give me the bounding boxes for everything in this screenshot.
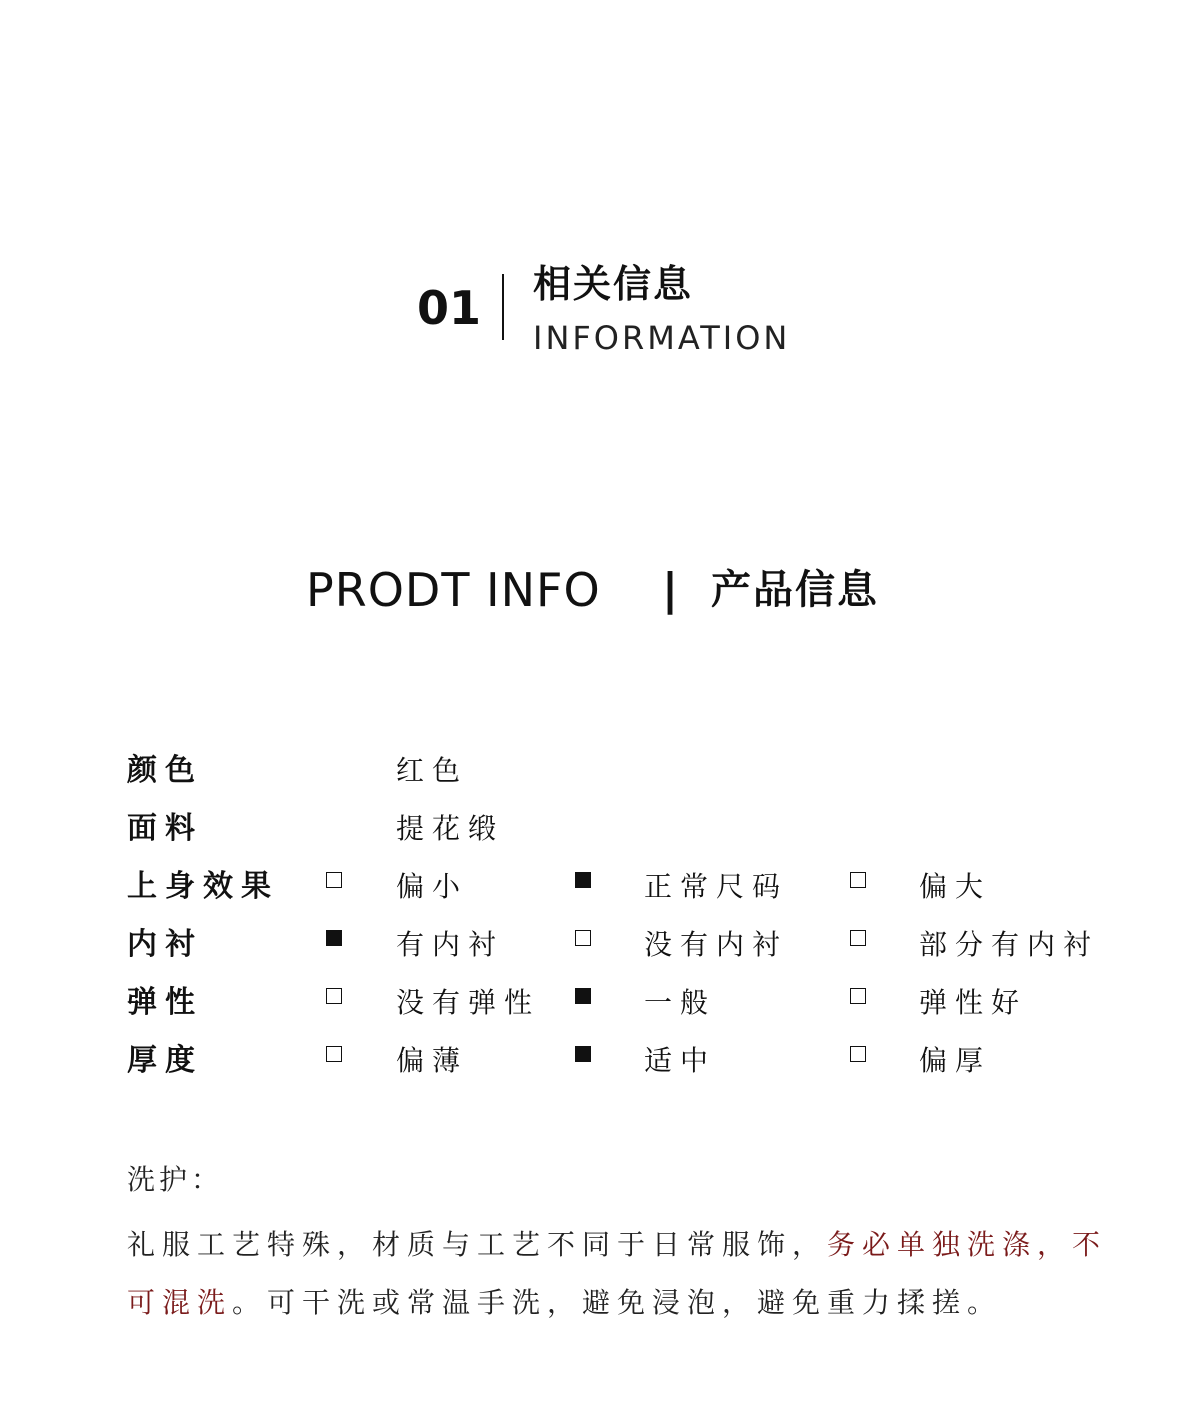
care-instructions xyxy=(127,1216,1127,1332)
attr-label-thickness: 厚度 xyxy=(127,1043,203,1078)
option-label: 偏薄 xyxy=(396,1044,469,1077)
option-label: 没有内衬 xyxy=(644,928,789,961)
checkbox-fit-normal xyxy=(575,872,591,888)
option-label: 正常尺码 xyxy=(644,870,789,903)
checkbox-elasticity-good xyxy=(850,988,866,1004)
option-label: 有内衬 xyxy=(396,928,505,961)
checkbox-lining-no xyxy=(575,930,591,946)
checkbox-elasticity-normal xyxy=(575,988,591,1004)
care-text-highlight: 务必单独洗涤，不可混洗 xyxy=(127,1228,1108,1319)
product-info-title-en: PRODT INFO xyxy=(306,563,601,617)
option-label: 弹性好 xyxy=(919,986,1028,1019)
option-label: 没有弹性 xyxy=(396,986,541,1019)
attr-value-color: 红色 xyxy=(396,754,469,787)
attr-label-elasticity: 弹性 xyxy=(127,985,203,1020)
attr-label-lining: 内衬 xyxy=(127,927,203,962)
attr-label-color: 颜色 xyxy=(127,753,203,788)
product-info-title xyxy=(0,560,1200,620)
attribute-table xyxy=(0,748,1200,1096)
attr-row-color xyxy=(0,748,1200,806)
checkbox-thickness-medium xyxy=(575,1046,591,1062)
checkbox-lining-partial xyxy=(850,930,866,946)
section-number: 01 xyxy=(417,281,482,335)
option-label: 部分有内衬 xyxy=(919,928,1100,961)
checkbox-thickness-thin xyxy=(326,1046,342,1062)
section-title-cn: 相关信息 xyxy=(533,262,694,306)
attr-row-fabric xyxy=(0,806,1200,864)
attr-row-elasticity xyxy=(0,980,1200,1038)
checkbox-thickness-thick xyxy=(850,1046,866,1062)
attr-row-fit xyxy=(0,864,1200,922)
option-label: 一般 xyxy=(644,986,717,1019)
attr-label-fabric: 面料 xyxy=(127,811,203,846)
care-section xyxy=(127,1158,1127,1332)
option-label: 适中 xyxy=(644,1044,717,1077)
attr-value-fabric: 提花缎 xyxy=(396,812,505,845)
checkbox-lining-yes xyxy=(326,930,342,946)
attr-row-thickness xyxy=(0,1038,1200,1096)
product-info-title-separator: | xyxy=(662,564,679,615)
section-title-en: INFORMATION xyxy=(533,319,791,357)
care-text-part2: 。可干洗或常温手洗，避免浸泡，避免重力揉搓。 xyxy=(232,1286,1003,1319)
section-divider xyxy=(502,274,504,340)
care-text-part1: 礼服工艺特殊，材质与工艺不同于日常服饰， xyxy=(127,1228,828,1261)
option-label: 偏厚 xyxy=(919,1044,992,1077)
checkbox-elasticity-none xyxy=(326,988,342,1004)
attr-row-lining xyxy=(0,922,1200,980)
option-label: 偏小 xyxy=(396,870,469,903)
product-info-title-cn: 产品信息 xyxy=(711,567,879,613)
checkbox-fit-small xyxy=(326,872,342,888)
care-label: 洗护： xyxy=(127,1163,224,1196)
attr-label-fit: 上身效果 xyxy=(127,869,279,904)
section-header xyxy=(0,258,1200,368)
option-label: 偏大 xyxy=(919,870,992,903)
checkbox-fit-large xyxy=(850,872,866,888)
